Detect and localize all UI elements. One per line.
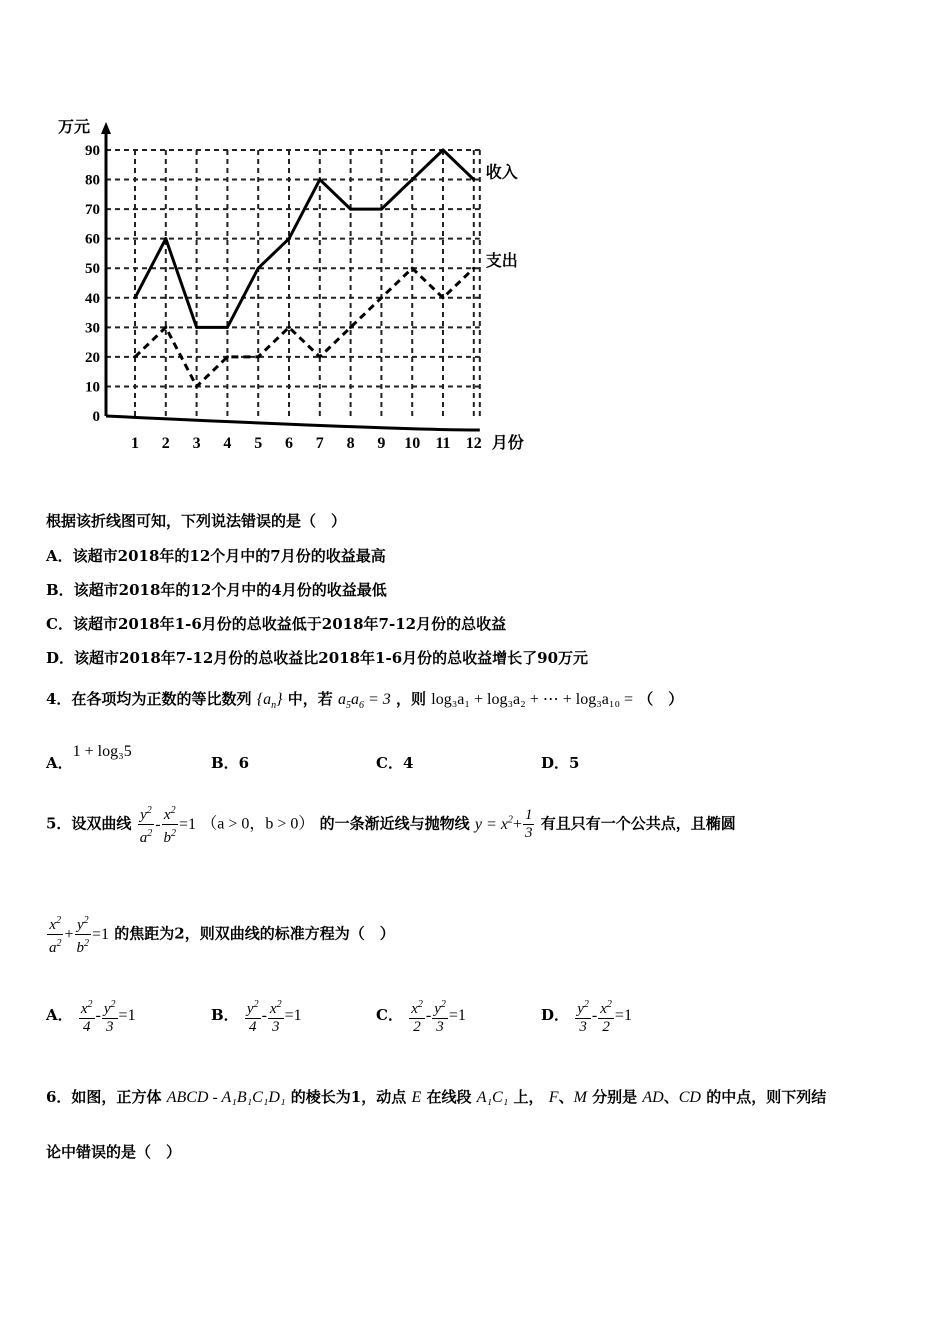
q4-option-c: C．4 xyxy=(376,754,414,772)
y-tick-label: 0 xyxy=(92,409,100,425)
q5-option-a: A． $\frac{x^2}{4}$ - $\frac{y^2}{3}$ =1 xyxy=(46,996,136,1036)
q5-frac-x2b2: $\frac{x^2}{b^2}$ xyxy=(162,802,179,847)
x-tick-label: 4 xyxy=(223,435,232,452)
y-tick-label: 70 xyxy=(85,202,100,219)
series-2-point xyxy=(411,267,414,270)
q5-option-b: B． $\frac{y^2}{4}$ - $\frac{x^2}{3}$ =1 xyxy=(211,996,302,1036)
q5-stem: 5．设双曲线 $\frac{y^2}{a^2}$ - $\frac{x^2}{b^2}$ =1 （a > 0，b > 0） 的一条渐近线与抛物线 $y = x^2+$ $\frac{1}{3}$ 有且只有一个公共点，且椭圆 xyxy=(46,802,736,847)
q4-stem xyxy=(46,688,683,711)
q4-mid1: 中，若 xyxy=(287,690,333,708)
q5-ellipse-x: $\frac{x^2}{a^2}$ xyxy=(47,912,64,957)
y-tick-label: 10 xyxy=(85,379,100,396)
x-tick-label: 7 xyxy=(315,435,324,452)
series-1-point xyxy=(226,326,229,329)
q5-ellipse-y: $\frac{y^2}{b^2}$ xyxy=(75,912,92,957)
q3-option-a: A．该超市2018年的12个月中的7月份的收益最高 xyxy=(46,547,386,565)
x-tick-label: 3 xyxy=(192,435,201,452)
q6-stem: 6．如图，正方体 ABCD - A₁B₁C₁D₁ 的棱长为1，动点 E 在线段 A₁C₁ 上， F、M 分别是 AD、CD 的中点，则下列结 xyxy=(46,1088,827,1106)
x-tick-label: 8 xyxy=(346,435,355,452)
x-tick-label: 5 xyxy=(254,435,263,452)
x-tick-label: 9 xyxy=(377,435,386,452)
q3-option-d: D．该超市2018年7-12月份的总收益比2018年1-6月份的总收益增长了90万元 xyxy=(46,649,589,667)
x-tick-label: 2 xyxy=(161,435,170,452)
x-axis xyxy=(106,416,480,430)
x-tick-label: 1 xyxy=(131,435,139,452)
series-1-point xyxy=(349,208,352,211)
series-1-point xyxy=(195,326,198,329)
y-tick-label: 60 xyxy=(85,231,100,248)
y-axis-arrow xyxy=(101,122,111,134)
q3-stem: 根据该折线图可知，下列说法错误的是（ ） xyxy=(46,512,347,530)
series-2-point xyxy=(472,267,475,270)
q3-option-c: C．该超市2018年1-6月份的总收益低于2018年7-12月份的总收益 xyxy=(46,615,507,633)
x-tick-label: 11 xyxy=(435,435,451,452)
q4-condition: $a_5a_6 = 3$ xyxy=(337,691,391,712)
y-tick-label: 30 xyxy=(85,320,100,337)
q6-stem-line2: 论中错误的是（ ） xyxy=(46,1143,182,1161)
series-2-point xyxy=(442,296,445,299)
q4-sequence: $\{a_n\}$ xyxy=(256,691,283,712)
series-1-point xyxy=(318,178,321,181)
series-2-point xyxy=(380,296,383,299)
series-label-1: 收入 xyxy=(485,164,518,182)
series-1-point xyxy=(134,296,137,299)
series-2-point xyxy=(288,326,291,329)
x-tick-label: 12 xyxy=(465,435,482,452)
q3-option-b: B．该超市2018年的12个月中的4月份的收益最低 xyxy=(46,581,387,599)
q4-prefix: 4．在各项均为正数的等比数列 xyxy=(46,690,252,708)
series-1-point xyxy=(288,237,291,240)
q4-option-d: D．5 xyxy=(541,754,580,772)
q4-mid2: ，则 xyxy=(396,690,427,708)
series-2-point xyxy=(195,385,198,388)
series-1-point xyxy=(257,267,260,270)
y-tick-label: 20 xyxy=(85,349,100,366)
x-tick-label: 6 xyxy=(285,435,293,452)
q5-option-d: D． $\frac{y^2}{3}$ - $\frac{x^2}{2}$ =1 xyxy=(541,996,632,1036)
series-2-point xyxy=(134,355,137,358)
series-1-point xyxy=(164,237,167,240)
series-1-point xyxy=(411,178,414,181)
q4-option-a: A．1 + log₃5 xyxy=(46,743,132,772)
series-2-point xyxy=(164,326,167,329)
series-1-point xyxy=(442,149,445,152)
series-2-point xyxy=(257,355,260,358)
chart-labels xyxy=(58,118,524,452)
y-tick-label: 90 xyxy=(85,143,100,159)
series-label-2: 支出 xyxy=(485,253,518,271)
x-tick-label: 10 xyxy=(404,435,421,452)
y-tick-label: 50 xyxy=(85,261,100,278)
line-chart xyxy=(40,110,550,470)
q5-parabola: $y = x^2$ xyxy=(474,814,513,833)
x-axis-label: 月份 xyxy=(491,435,524,452)
y-tick-label: 80 xyxy=(85,172,100,189)
q4-expression: log₃a₁ + log₃a₂ + ⋯ + log₃a₁₀ = xyxy=(431,691,634,708)
y-axis-label: 万元 xyxy=(58,119,91,136)
q5-frac-y2a2: $\frac{y^2}{a^2}$ xyxy=(138,802,155,847)
q4-option-b: B．6 xyxy=(211,754,250,772)
series-1-point xyxy=(472,178,475,181)
series-2-point xyxy=(318,355,321,358)
series-1-point xyxy=(380,208,383,211)
chart-grid xyxy=(106,150,480,416)
q5-stem-line2: $\frac{x^2}{a^2}$ + $\frac{y^2}{b^2}$ =1 的焦距为2，则双曲线的标准方程为（ ） xyxy=(46,912,395,957)
series-2-point xyxy=(349,326,352,329)
y-tick-label: 40 xyxy=(85,290,100,307)
q5-option-c: C． $\frac{x^2}{2}$ - $\frac{y^2}{3}$ =1 xyxy=(376,996,466,1036)
q4-end: （ ） xyxy=(638,690,684,708)
series-2-point xyxy=(226,355,229,358)
